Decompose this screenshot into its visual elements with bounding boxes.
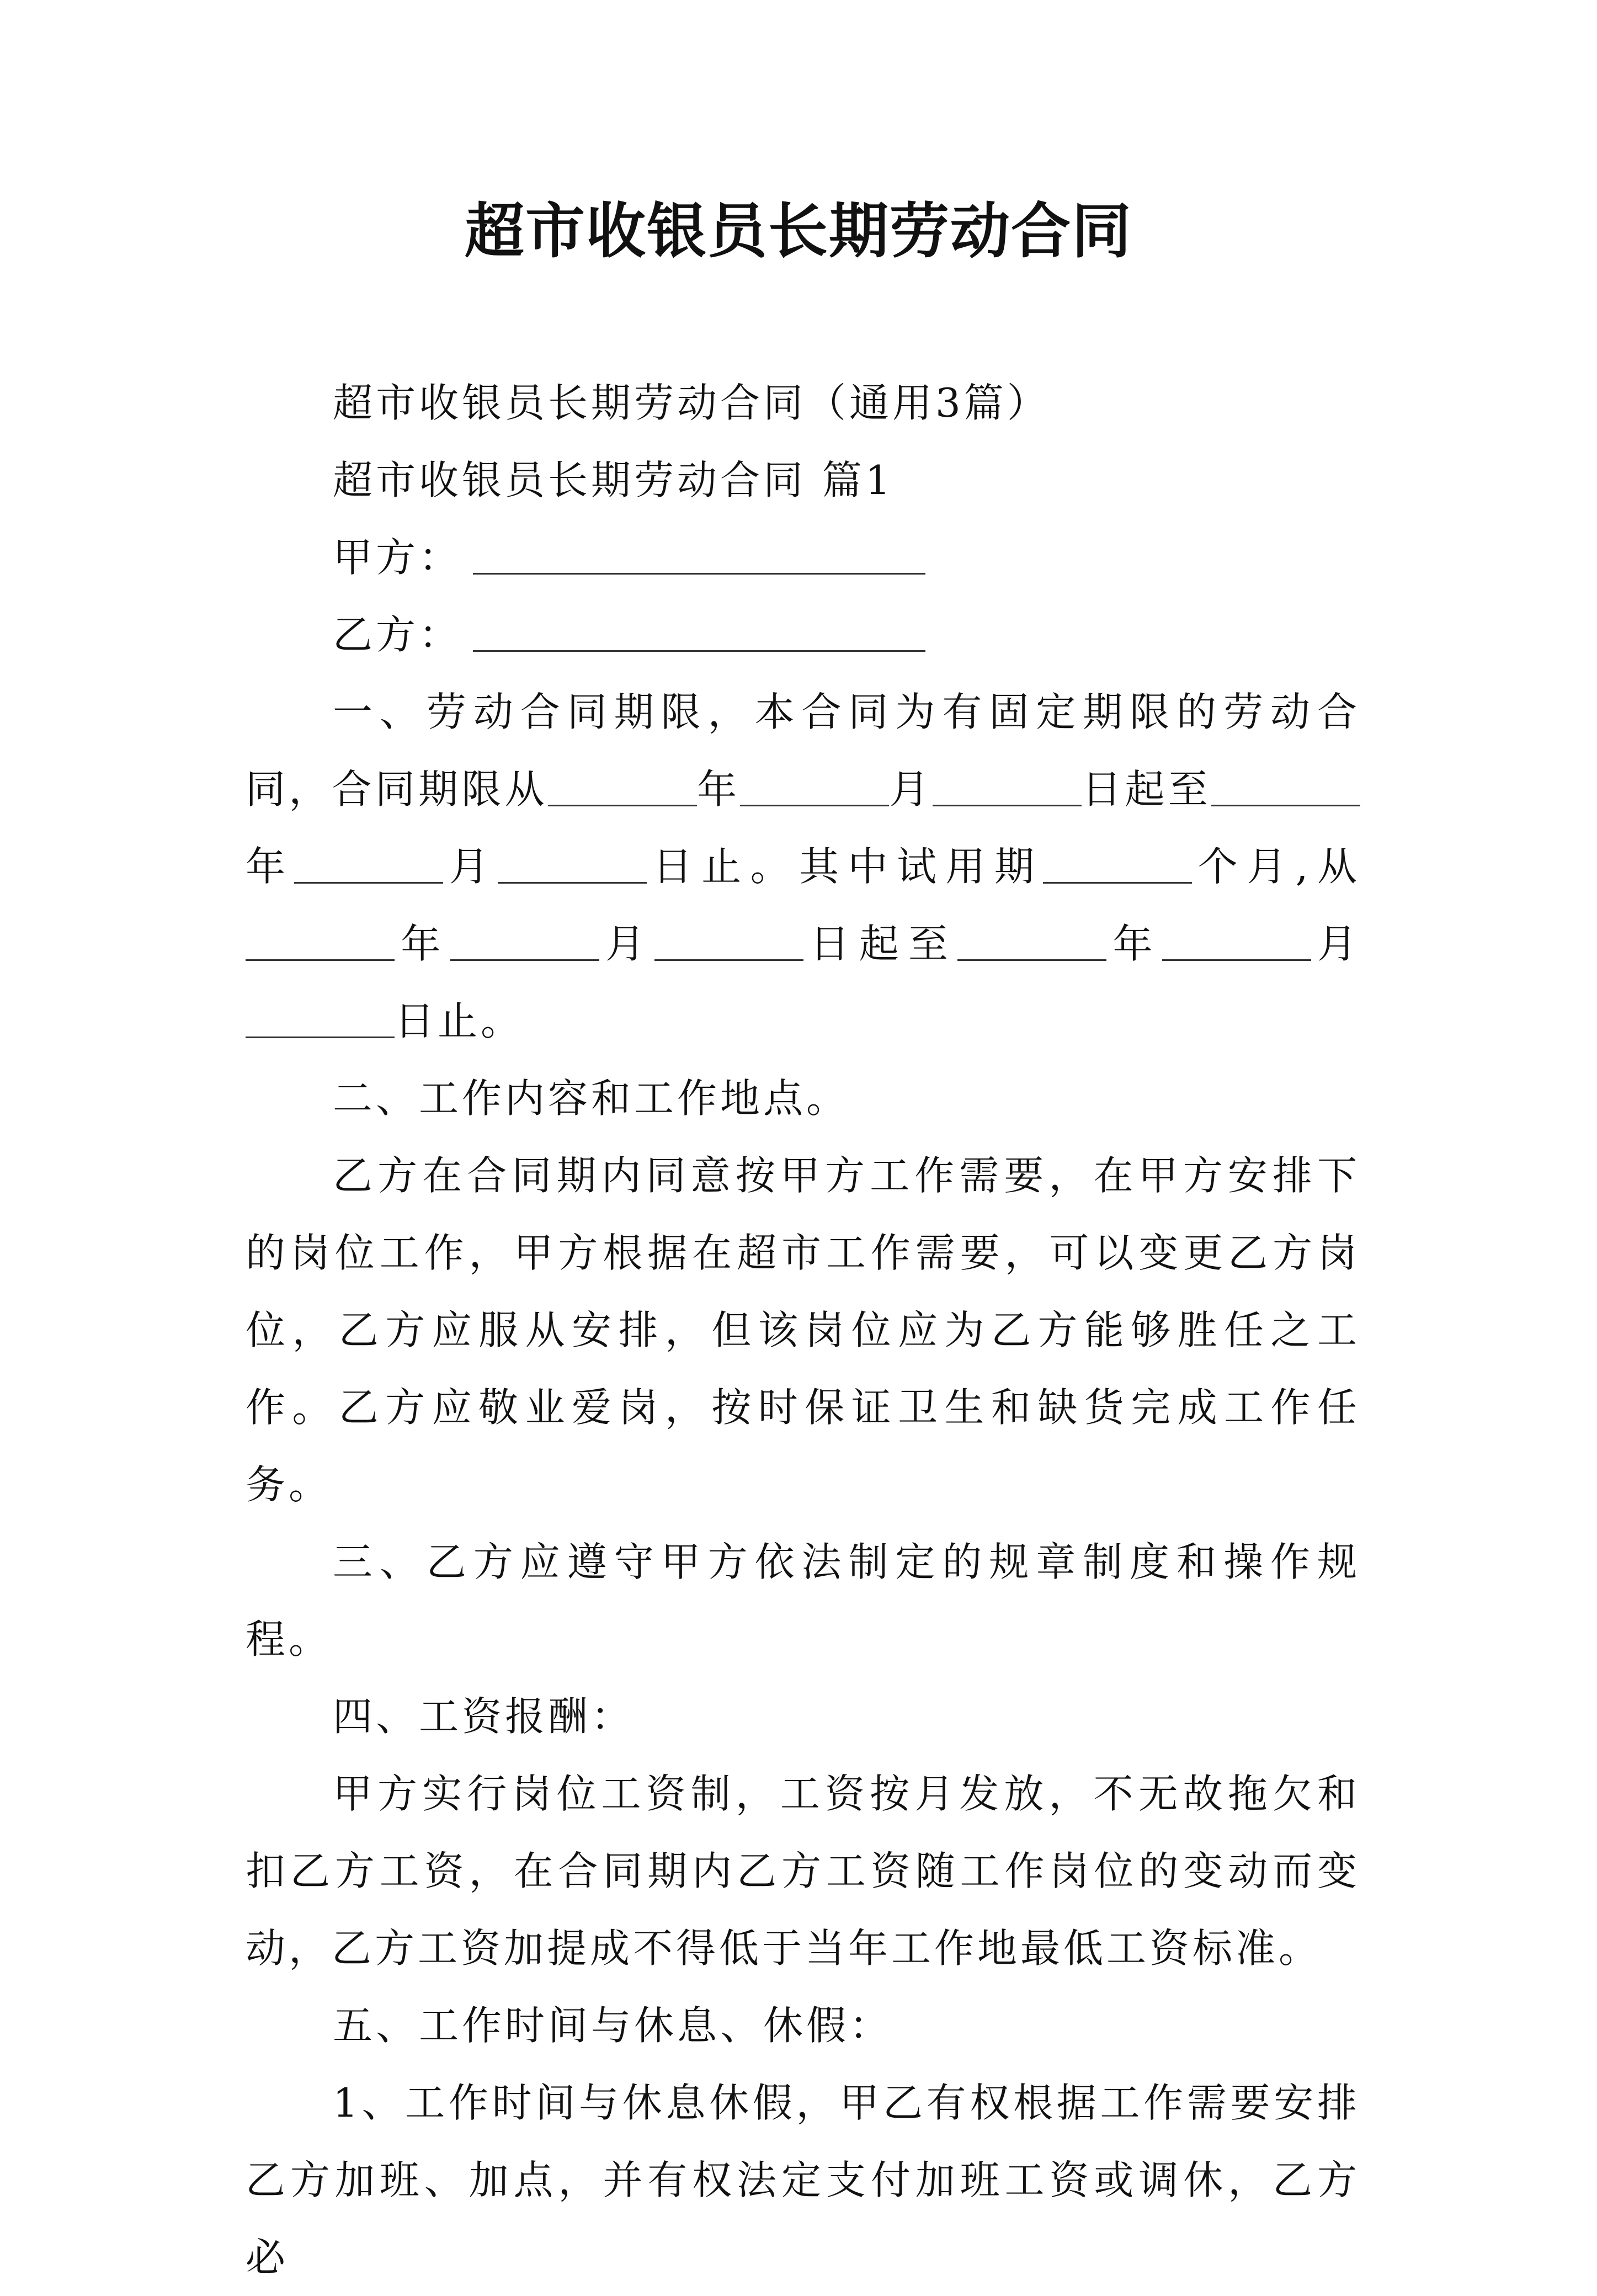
blank bbox=[246, 1003, 395, 1038]
blank bbox=[933, 772, 1082, 806]
clause-1-text: 年 bbox=[246, 843, 295, 890]
clause-1-text: 日起至 bbox=[1081, 766, 1211, 812]
party-b-blank bbox=[473, 617, 925, 652]
clause-4-body: 甲方实行岗位工资制，工资按月发放，不无故拖欠和扣乙方工资，在合同期内乙方工资随工作岗位的变动而变动，乙方工资加提成不得低于当年工作地最低工资标准。 bbox=[246, 1771, 1360, 1971]
clause-1-text: 年 bbox=[696, 766, 741, 812]
blank bbox=[548, 772, 697, 806]
clause-1-text: 月 bbox=[599, 921, 655, 967]
clause-1-text: 日止。 bbox=[395, 998, 524, 1044]
clause-1-text: 日止。其中试用期 bbox=[647, 843, 1044, 890]
clause-5-heading: 五、工作时间与休息、休假： bbox=[333, 2002, 893, 2049]
clause-3: 三、乙方应遵守甲方依法制定的规章制度和操作规程。 bbox=[246, 1539, 1360, 1662]
document-body bbox=[246, 364, 1360, 2296]
clause-2-heading: 二、工作内容和工作地点。 bbox=[333, 1075, 850, 1122]
blank bbox=[294, 849, 443, 884]
blank bbox=[654, 926, 803, 961]
clause-1-text: 月 bbox=[1311, 921, 1360, 967]
clause-1-text: 月 bbox=[889, 766, 933, 812]
party-b-label: 乙方： bbox=[333, 612, 462, 658]
clause-1-text: 一、劳动合同期限，本合同为有固定期限的劳动合同，合同期限从 bbox=[246, 689, 1360, 812]
party-a-line bbox=[246, 519, 1360, 596]
party-a-blank bbox=[473, 540, 925, 575]
party-a-label: 甲方： bbox=[333, 534, 462, 581]
blank bbox=[246, 926, 395, 961]
blank bbox=[957, 926, 1106, 961]
document-subtitle: 超市收银员长期劳动合同（通用3篇） bbox=[333, 380, 1050, 426]
document-title: 超市收银员长期劳动合同 bbox=[464, 197, 1132, 266]
blank bbox=[1162, 926, 1311, 961]
clause-4-heading: 四、工资报酬： bbox=[333, 1693, 635, 1740]
blank bbox=[1043, 849, 1192, 884]
clause-1-text: 个月,从 bbox=[1192, 843, 1360, 890]
blank bbox=[498, 849, 647, 884]
party-b-line bbox=[246, 596, 1360, 673]
blank bbox=[1211, 772, 1360, 806]
clause-1-text: 年 bbox=[1106, 921, 1162, 967]
clause-1 bbox=[246, 673, 1360, 1060]
blank bbox=[450, 926, 599, 961]
clause-5-item-1: 1、工作时间与休息休假，甲乙有权根据工作需要安排乙方加班、加点，并有权法定支付加班工资或调休，乙方必 bbox=[246, 2080, 1360, 2281]
blank bbox=[740, 772, 889, 806]
clause-1-text: 年 bbox=[395, 921, 450, 967]
clause-1-text: 日起至 bbox=[803, 921, 958, 967]
section-heading: 超市收银员长期劳动合同 篇1 bbox=[333, 457, 894, 503]
clause-1-text: 月 bbox=[443, 843, 498, 890]
clause-2-body: 乙方在合同期内同意按甲方工作需要，在甲方安排下的岗位工作，甲方根据在超市工作需要，可以变更乙方岗位，乙方应服从安排，但该岗位应为乙方能够胜任之工作。乙方应敬业爱岗，按时保证卫生和缺货完成工作任务。 bbox=[246, 1152, 1360, 1508]
